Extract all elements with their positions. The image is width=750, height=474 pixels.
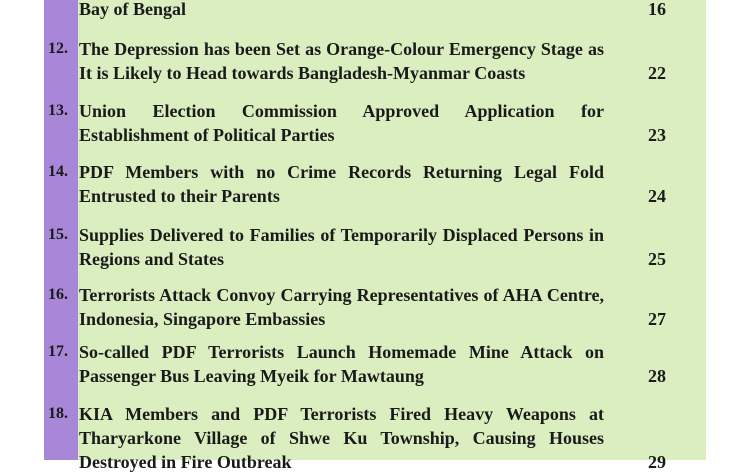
entry-title: PDF Members with no Crime Records Returning Legal Fold Entrusted to their Parents — [79, 162, 604, 206]
entry-number: 13. — [48, 102, 68, 119]
entry-title: Bay of Bengal — [79, 0, 187, 19]
entry-title: So-called PDF Terrorists Launch Homemade Mine Attack on Passenger Bus Leaving Myeik for Mawtaung — [79, 342, 604, 386]
toc-entry[interactable] — [44, 340, 706, 388]
entry-page: 22 — [648, 63, 666, 83]
entry-page: 29 — [648, 452, 666, 472]
entry-page: 27 — [648, 309, 666, 329]
entry-title: Supplies Delivered to Families of Temporarily Displaced Persons in Regions and States — [79, 225, 604, 269]
entry-number: 15. — [48, 226, 68, 243]
toc-entry[interactable] — [44, 99, 706, 147]
toc-entry[interactable] — [44, 223, 706, 271]
entry-number: 12. — [48, 40, 68, 57]
entry-title: Terrorists Attack Convoy Carrying Representatives of AHA Centre, Indonesia, Singapore Embassies — [79, 285, 604, 329]
entry-page: 25 — [648, 249, 666, 269]
toc-entry[interactable] — [44, 283, 706, 331]
table-of-contents — [44, 0, 706, 472]
entry-page: 24 — [648, 186, 666, 206]
entry-number: 18. — [48, 405, 68, 422]
entry-page: 16 — [648, 0, 666, 19]
entry-number: 17. — [48, 343, 68, 360]
entry-page: 23 — [648, 125, 666, 145]
entry-title: KIA Members and PDF Terrorists Fired Heavy Weapons at Tharyarkone Village of Shwe Ku Township, Causing Houses Destroyed in Fire Outbreak — [79, 404, 604, 472]
toc-entry[interactable] — [44, 402, 706, 474]
toc-entry[interactable] — [44, 37, 706, 85]
entry-title: The Depression has been Set as Orange-Colour Emergency Stage as It is Likely to Head towards Bangladesh-Myanmar Coasts — [79, 39, 604, 83]
entry-title: Union Election Commission Approved Application for Establishment of Political Parties — [79, 101, 604, 145]
entry-number: 16. — [48, 286, 68, 303]
toc-entry[interactable] — [44, 160, 706, 208]
entry-page: 28 — [648, 366, 666, 386]
toc-entry[interactable] — [44, 0, 706, 21]
entry-number: 14. — [48, 163, 68, 180]
